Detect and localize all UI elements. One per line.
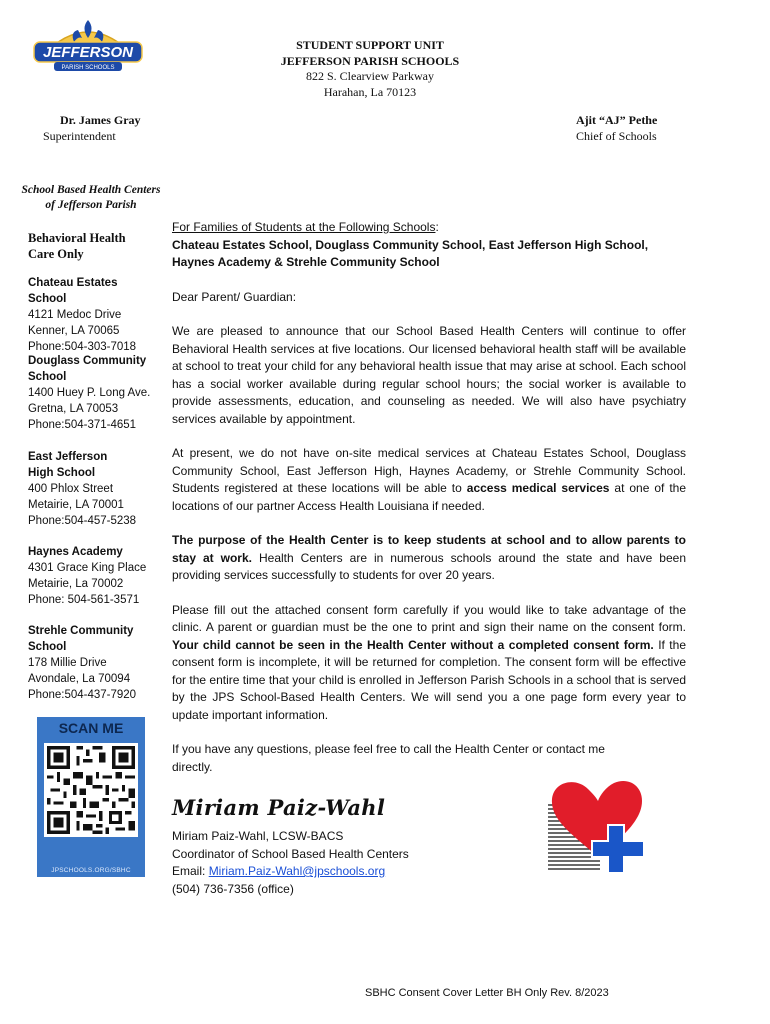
superintendent-title: Superintendent [43, 129, 116, 143]
school-city: Gretna, LA 70053 [28, 403, 119, 415]
families-heading: For Families of Students at the Following Schools [172, 220, 436, 234]
signer-phone: (504) 736-7356 (office) [172, 881, 294, 896]
p3-emphasis: The purpose of the Health Center is to keep students at school and to allow parents to stay at work. [172, 533, 686, 565]
bh-title [28, 230, 168, 262]
letterhead [260, 38, 480, 100]
p4-emphasis: Your child cannot be seen in the Health Center without a completed consent form. [172, 637, 654, 652]
program-title-line2: of Jefferson Parish [45, 199, 137, 211]
school-name: Haynes Academy [28, 546, 123, 558]
header-street: 822 S. Clearview Parkway [306, 69, 434, 83]
school-city: Metairie, La 70002 [28, 578, 124, 590]
p5-line1: If you have any questions, please feel free to call the Health Center or contact me [172, 742, 605, 756]
chief-title: Chief of Schools [576, 129, 657, 143]
signer-email-line [172, 863, 409, 881]
school-phone: Phone:504-457-5238 [28, 515, 137, 527]
school-strehle-community [28, 623, 158, 703]
school-address: 400 Phlox Street [28, 483, 114, 495]
paragraph-2 [172, 445, 686, 515]
letter-body [172, 219, 686, 776]
paragraph-4 [172, 602, 686, 725]
paragraph-3 [172, 532, 686, 585]
superintendent-name: Dr. James Gray [60, 113, 141, 127]
p2-text-a: At present, we do not have on-site medical services at Chateau Estates School, Douglass Community School, East Jefferson High, Haynes Academy, or Strehle Community School. Students registered at these locations will be able to [172, 446, 686, 495]
logo-brand: JEFFERSON [42, 44, 134, 61]
qr-url: JPSCHOOLS.ORG/SBHC [51, 867, 131, 874]
p3-text: Health Centers are in numerous schools around the state and have been providing services successfully to students for over 20 years. [172, 550, 687, 582]
qr-code-icon[interactable] [44, 743, 138, 837]
scan-me-label: SCAN ME [58, 720, 124, 736]
header-unit: STUDENT SUPPORT UNIT [296, 38, 444, 52]
school-name-line2: School [28, 371, 67, 383]
school-name-line2: School [28, 641, 67, 653]
school-phone: Phone: 504-561-3571 [28, 594, 140, 606]
heart-cross-icon [546, 775, 650, 877]
signature-block [172, 828, 409, 898]
school-phone: Phone:504-437-7920 [28, 689, 137, 701]
p4-text-c: If the consent form is incomplete, it will be returned for completion. The consent form will be effective for the entire time that your child is enrolled in Jefferson Parish Schools in a school that is served by the JPS School-Based Health Centers. We will send you a one page form every year to update important information. [172, 637, 686, 722]
header-district: JEFFERSON PARISH SCHOOLS [280, 53, 460, 68]
school-name-line2: High School [28, 467, 96, 479]
p4-text-a: Please fill out the attached consent form carefully if you would like to take advantage of the clinic. A parent or guardian must be the one to print and sign their name on the consent form. [172, 602, 686, 634]
p2-text-c: at one of the locations of our partner Access Health Louisiana if needed. [172, 481, 687, 513]
school-phone: Phone:504-371-4651 [28, 419, 137, 431]
qr-code-card[interactable] [37, 717, 145, 877]
school-address: 4121 Medoc Drive [28, 309, 122, 321]
school-haynes-academy [28, 544, 158, 608]
signer-title: Coordinator of School Based Health Centers [172, 846, 409, 861]
school-address: 178 Millie Drive [28, 657, 107, 669]
school-chateau-estates [28, 275, 158, 355]
program-title [16, 183, 166, 213]
email-link[interactable]: Miriam.Paiz-Wahl@jpschools.org [208, 864, 386, 878]
families-heading-line [172, 219, 686, 237]
chief-name: Ajit “AJ” Pethe [576, 113, 658, 127]
p2-emphasis: access medical services [466, 481, 610, 495]
signer-name: Miriam Paiz-Wahl, LCSW-BACS [172, 829, 344, 843]
schools-list: Chateau Estates School, Douglass Community School, East Jefferson High School, Haynes Academy & Strehle Community School [172, 237, 649, 269]
school-city: Avondale, La 70094 [28, 673, 131, 685]
school-douglass-community [28, 353, 158, 433]
header-city: Harahan, La 70123 [323, 84, 417, 99]
email-label: Email: [172, 864, 209, 878]
school-phone: Phone:504-303-7018 [28, 341, 137, 353]
school-city: Metairie, LA 70001 [28, 499, 124, 511]
p5-line2: directly. [172, 759, 213, 774]
bh-title-line2: Care Only [28, 247, 84, 261]
paragraph-1: We are pleased to announce that our School Based Health Centers will continue to offer Behavioral Health services at five locations. Our licensed behavioral health staff will be available at school to treat your child for any behavioral health issue that may arise at school. Each school has a social worker available during regular school hours; the social worker is available to provide assessments, education, and counseling as needed. We will also have psychiatry services available by appointment. [172, 324, 686, 426]
signature-script: Miriam Paiz-Wahl [172, 795, 386, 820]
footer-revision: SBHC Consent Cover Letter BH Only Rev. 8/2023 [365, 987, 609, 999]
school-name: East Jefferson [28, 451, 108, 463]
bh-title-line1: Behavioral Health [28, 231, 126, 245]
school-east-jefferson [28, 449, 158, 529]
school-address: 1400 Huey P. Long Ave. [28, 387, 151, 399]
superintendent-block [43, 112, 141, 144]
greeting: Dear Parent/ Guardian: [172, 289, 297, 304]
school-city: Kenner, LA 70065 [28, 325, 120, 337]
chief-block [576, 112, 657, 144]
paragraph-5 [172, 741, 686, 776]
school-name: Strehle Community [28, 625, 134, 637]
families-colon: : [435, 220, 439, 234]
jefferson-logo [28, 14, 148, 76]
program-title-line1: School Based Health Centers [21, 184, 161, 196]
school-name: Douglass Community [28, 355, 147, 367]
school-address: 4301 Grace King Place [28, 562, 147, 574]
logo-sub: PARISH SCHOOLS [61, 65, 115, 71]
school-name: Chateau Estates School [28, 277, 118, 305]
